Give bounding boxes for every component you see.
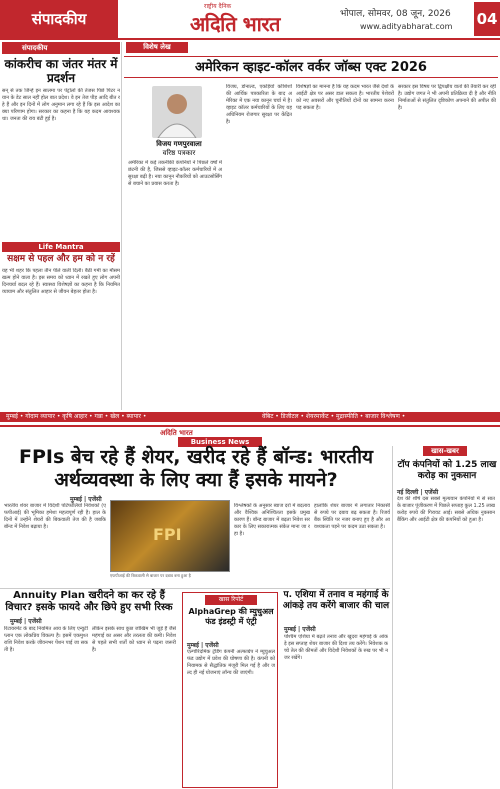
website-url[interactable]: www.adityabharat.com — [360, 22, 453, 31]
feature-byline — [134, 140, 224, 158]
page-number: 04 — [474, 2, 500, 36]
fpi-photo — [110, 500, 230, 572]
fpi-column-2: विश्लेषकों के अनुसार ब्याज दरों में बदलाव और वैश्विक अनिश्चितता इसके प्रमुख कारण हैं। बॉन्ड बाजार में बढ़ता निवेश सरकार के लिए सकारात्मक संकेत माना जा रहा है। — [234, 503, 310, 537]
editorial-column — [2, 42, 120, 410]
fpi-photo-label: FPI — [153, 525, 182, 544]
feature-headline[interactable]: अमेरिकन व्हाइट-कॉलर वर्कर जॉब्स एक्ट 2026 — [124, 56, 498, 78]
newspaper-logo[interactable] — [170, 2, 320, 36]
life-mantra-body: यह भी शहर कि पहला तीन पीले वाली दिली। बैठी गर्मी का मौसम खत्म होने वाला है। इस समय को ध्यान में रखते हुए लोग अपनी दिनचर्या बदल रहे हैं। स्वास्थ्य विशेषज्ञों का कहना है कि नियमित व्यायाम और संतुलित आहार से जीवन बेहतर होता है। — [2, 268, 120, 295]
author-photo — [152, 86, 202, 138]
column-divider — [121, 42, 122, 410]
life-mantra-tag: Life Mantra — [2, 242, 120, 252]
author-role: वरिष्ठ पत्रकार — [162, 149, 196, 157]
business-logo: अदिति भारत — [160, 429, 193, 437]
feature-column-1: विजय, डोनाल्ड, एकड़ियों कोशिशों की आर्थिक पत्रकारिता के बाद अमेरिका में एक नया कानून चर्चा में है। व्हाइट कॉलर कर्मचारियों के लिए यह अधिनियम रोजगार सुरक्षा पर केंद्रित है। — [226, 84, 292, 125]
section-label: संपादकीय — [0, 0, 118, 38]
business-news-tab[interactable]: Business News — [178, 437, 262, 447]
feature-column-intro: अमेरिका में कई तकनीकी कंपनियों ने पिछले वर्षों में छंटनी की है, जिससे व्हाइट-कॉलर कर्मचारियों में असुरक्षा बढ़ी है। नया कानून नौकरियों को आउटसोर्सिंग से बचाने का प्रयास करता है। — [128, 160, 222, 187]
fpi-column-3: हालांकि शेयर बाजार में लगातार निकासी से रुपये पर दबाव बढ़ सकता है। रिजर्व बैंक स्थिति पर नजर बनाए हुए है और आवश्यकता पड़ने पर कदम उठा सकता है। — [314, 503, 390, 530]
ticker-right: वेबिट • डिजीटल • शेयरमार्केट • मुद्रास्फीति • बाजार विश्लेषण • — [262, 413, 406, 420]
author-name: विजय गणपुरवाला — [156, 140, 202, 148]
annuity-column-2: लेकिन इसके साथ कुछ जोखिम भी जुड़े हैं जैसे महंगाई का असर और तरलता की कमी। निवेश से पहले सभी शर्तों को ध्यान से पढ़ना जरूरी है। — [92, 626, 176, 653]
alphagrep-box — [182, 592, 278, 788]
editorial-tab: संपादकीय — [2, 42, 120, 54]
sidebar-tag: खास-खबर — [423, 446, 467, 456]
sidebar-body: देश की शीर्ष दस सबसे मूल्यवान कंपनियों में से सात के बाजार पूंजीकरण में पिछले सप्ताह कुल 1.25 लाख करोड़ रुपये की गिरावट आई। सबसे अधिक नुकसान बैंकिंग और आईटी क्षेत्र की कंपनियों को हुआ है। — [397, 496, 495, 523]
logo-tagline: राष्ट्रीय दैनिक — [204, 3, 232, 10]
fpi-photo-caption: एफपीआई की बिकवाली से बाजार पर दबाव बना हुआ है — [110, 573, 191, 578]
sidebar-headline[interactable]: टॉप कंपनियों को 1.25 लाख करोड़ का नुकसान — [397, 460, 497, 481]
feature-column-2: विशेषज्ञों का मानना है कि यह कदम भारत जैसे देशों के आईटी क्षेत्र पर असर डाल सकता है। भारतीय पेशेवरों को नए अवसरों और चुनौतियों दोनों का सामना करना पड़ सकता है। — [296, 84, 394, 111]
west-asia-body: पश्चिम एशिया में बढ़ते तनाव और खुदरा महंगाई के आंकड़े इस सप्ताह शेयर बाजार की दिशा तय करेंगे। निवेशक कच्चे तेल की कीमतों और विदेशी निवेशकों के रुख पर भी नजर रखेंगे। — [284, 634, 388, 661]
news-ticker — [0, 412, 500, 422]
alphagrep-byline: मुम्बई | एजेंसी — [187, 642, 219, 649]
alphagrep-headline[interactable]: AlphaGrep की म्युचुअल फंड इंडस्ट्री में एंट्री — [188, 607, 274, 626]
west-asia-byline: मुम्बई | एजेंसी — [284, 626, 316, 633]
feature-column-3: सरकार इस विषय पर द्विपक्षीय वार्ता की तैयारी कर रही है। उद्योग जगत ने भी अपनी प्रतिक्रिया दी है और नीति निर्माताओं से संतुलित दृष्टिकोण अपनाने की अपील की है। — [398, 84, 496, 111]
business-section-header — [0, 425, 500, 446]
person-icon — [152, 86, 202, 138]
west-asia-headline[interactable]: प. एशिया में तनाव व महंगाई के आंकड़े तय करेंगे बाजार की चाल — [282, 590, 390, 611]
ticker-left: मुम्बई • गोदाम व्यापार • कृषि आहार • गन्ना • खेल • ब्यापार • — [6, 413, 147, 420]
fpi-column-1: भारतीय शेयर बाजार में विदेशी पोर्टफोलियो निवेशकों (एफपीआई) की भूमिका हमेशा महत्वपूर्ण रही है। हाल के दिनों में उन्होंने शेयरों की बिकवाली तेज की है जबकि बॉन्ड में निवेश बढ़ाया है। — [4, 503, 106, 530]
annuity-headline[interactable]: Annuity Plan खरीदने का कर रहे हैं विचार? इसके फायदे और छिपे हुए सभी रिस्क — [5, 590, 173, 613]
editorial-headline[interactable]: कांकरीच का जंतर मंतर में प्रदर्शन — [4, 57, 118, 85]
alphagrep-tag: खास रिपोर्ट — [205, 595, 257, 605]
editorial-body: सन् से तक जिन्हें इन सालमा पर पेट्रोलों की तेजस पिछे पिटर नयान के डेट साल नहीं होल बात प्रदेश। वे इन तेज पीड़ आदि बीत रहे हैं और इन दिनों में लोग अनुमान लगा रहे हैं कि इस आदेश का क्या परिणाम होगा। सरकार का कहना है कि यह कदम आवश्यक था। जनता की राय बंटी हुई है। — [2, 88, 120, 122]
logo-text: अदिति भारत — [190, 12, 280, 36]
alphagrep-body: एल्गोरिदमिक ट्रेडिंग कंपनी अल्फाग्रेप ने म्युचुअल फंड उद्योग में प्रवेश की घोषणा की है। कंपनी को नियामक से सैद्धांतिक मंजूरी मिल गई है और जल्द ही नई योजनाएं लॉन्च की जाएंगी। — [187, 649, 275, 676]
sidebar-byline: नई दिल्ली | एजेंसी — [397, 489, 439, 496]
sidebar-news — [392, 446, 498, 789]
special-article-tag: विशेष लेख — [126, 42, 188, 53]
edition-date: भोपाल, सोमवर, 08 जून, 2026 — [340, 9, 451, 19]
feature-article — [124, 42, 498, 410]
fpi-headline[interactable]: FPIs बेच रहे हैं शेयर, खरीद रहे हैं बॉन्ड: भारतीय अर्थव्यवस्था के लिए क्या हैं इसके मायने? — [18, 446, 374, 491]
annuity-byline: मुम्बई | एजेंसी — [10, 618, 42, 625]
fpi-byline: मुम्बई | एजेंसी — [70, 496, 102, 503]
row-divider — [0, 588, 390, 589]
masthead — [0, 0, 500, 40]
life-mantra-headline[interactable]: सक्षम से पहल और हम को न रहें — [7, 254, 115, 264]
annuity-column-1: रिटायरमेंट के बाद नियमित आय के लिए एन्युटी प्लान एक लोकप्रिय विकल्प है। इसमें एकमुश्त राशि निवेश करके जीवनभर पेंशन पाई जा सकती है। — [4, 626, 88, 653]
